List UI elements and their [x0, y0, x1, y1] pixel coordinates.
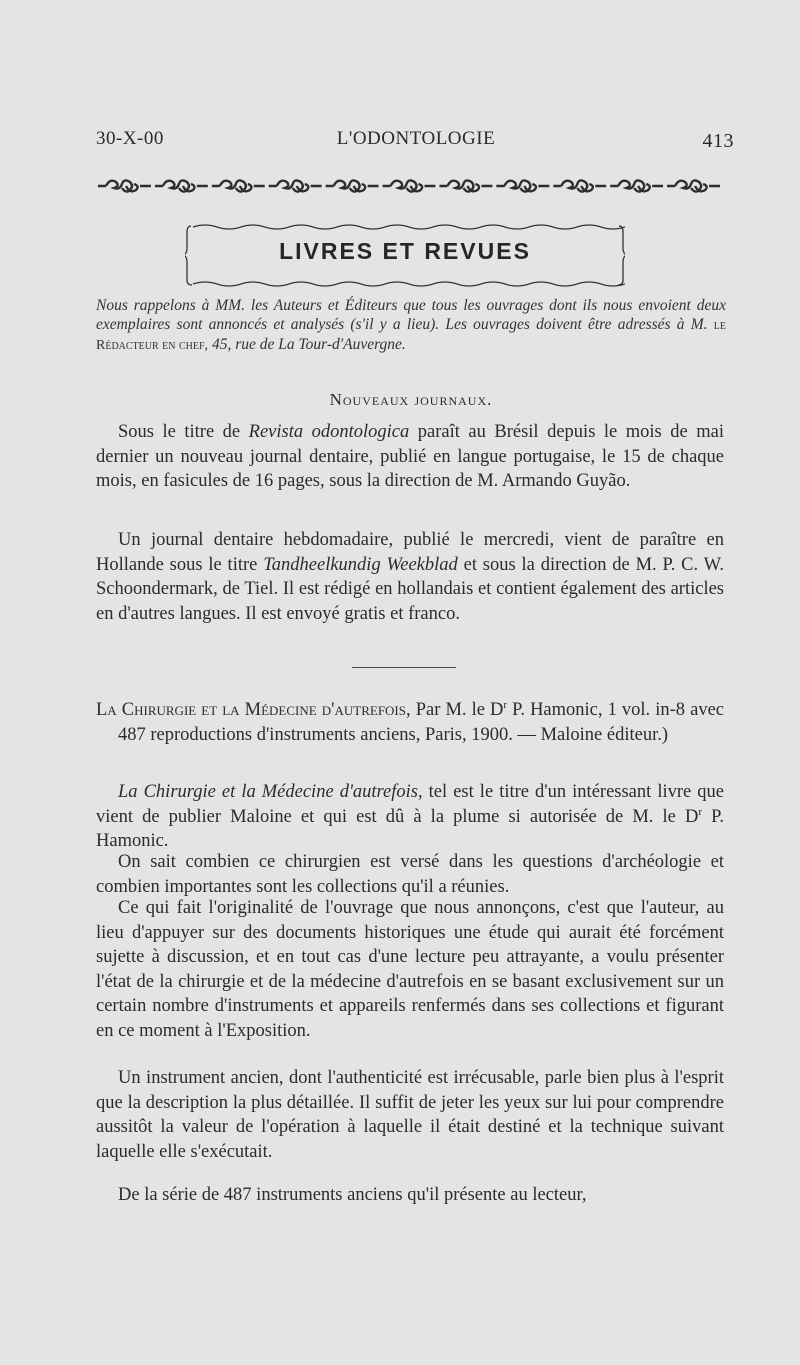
p4-sup: r [698, 805, 703, 818]
citation-b: P. Hamonic, 1 vol. in-8 avec 487 reproductions d'instruments anciens, Paris, 1900. — Maloine éditeur.) [118, 700, 724, 745]
ornament-motif [269, 180, 322, 191]
ornament-band [96, 175, 722, 197]
ornament-motif [610, 180, 663, 191]
notice-address: 45, rue de La Tour-d'Auvergne. [211, 336, 406, 353]
p1-text-b: paraît au Brésil depuis le mois de mai dernier un nouveau journal dentaire, publié en langue portugaise, le 15 de chaque mois, en fasicules de 16 pages, sous la direction de M. Armando Guyão. [96, 422, 724, 491]
p2-journal-title: Tandheelkundig Weekblad [263, 554, 458, 575]
p8-text: De la série de 487 instruments anciens qu'il présente au lecteur, [118, 1185, 587, 1205]
ornament-motif [326, 180, 379, 191]
review-paragraph-3 [96, 896, 724, 1043]
section-title: LIVRES ET REVUES [279, 238, 531, 264]
journal-name: L'ODONTOLOGIE [336, 128, 496, 149]
editorial-notice [96, 296, 726, 355]
p1-journal-title: Revista odontologica [248, 422, 410, 442]
p2-text-a: Un journal dentaire hebdomadaire, publié le mercredi, vient de paraître en Hollande sous le titre [96, 530, 724, 575]
ornament-motif [212, 180, 265, 191]
ornament-motif [383, 180, 436, 191]
p6-text: Ce qui fait l'originalité de l'ouvrage que nous annonçons, c'est que l'auteur, au lieu d'appuyer sur des documents historiques une étude qui aurait été forcément sujette à discussion, et en tout cas d'une lecture peu attrayante, a voulu présenter l'état de la chirurgie et de la médecine d'autrefois en se basant exclusivement sur un certain nombre d'instruments et appareils renfermés dans ses collections et figurant en ce moment à l'Exposition. [96, 898, 724, 1041]
paragraph-tandheelkundig [96, 528, 724, 626]
page-number: 413 [702, 130, 734, 152]
ornament-motif [98, 180, 151, 191]
review-paragraph-4 [96, 1066, 724, 1164]
p4-book-title: La Chirurgie et la Médecine d'autrefois, [118, 782, 423, 802]
review-paragraph-2 [96, 850, 724, 899]
citation-a: Par M. le D [415, 700, 504, 720]
p1-text-a: Sous le titre de [118, 422, 241, 442]
section-divider [352, 667, 456, 668]
notice-recipient: le Rédacteur en chef, [96, 318, 727, 353]
book-title: La Chirurgie et la Médecine d'autrefois, [96, 700, 411, 720]
review-paragraph-1 [96, 780, 724, 854]
p4-text-a: tel est le titre d'un intéressant livre que vient de publier Maloine et qui est dû à la plume si autorisée de M. le D [96, 782, 724, 827]
p2-text-b: et sous la direction de M. P. C. W. Schoondermark, de Tiel. Il est rédigé en hollandais et contient également des articles en d'autres langues. Il est envoyé gratis et franco. [96, 554, 725, 624]
issue-date: 30-X-00 [96, 128, 164, 149]
section-title-box [185, 222, 625, 288]
ornament-motif [667, 180, 720, 191]
book-citation [96, 698, 724, 747]
citation-sup: r [503, 698, 508, 711]
ornament-motif [439, 180, 492, 191]
paragraph-revista [96, 420, 724, 494]
ornament-motif [155, 180, 208, 191]
notice-text: Nous rappelons à MM. les Auteurs et Éditeurs que tous les ouvrages dont ils nous envoient deux exemplaires sont annoncés et analysés (s'il y a lieu). Les ouvrages doivent être adressés à M. [96, 297, 726, 333]
ornament-motif [553, 180, 606, 191]
p5-text: On sait combien ce chirurgien est versé dans les questions d'archéologie et combien importantes sont les collections qu'il a réunies. [96, 852, 724, 897]
p4-text-b: P. Hamonic. [96, 806, 724, 851]
review-paragraph-5 [96, 1183, 724, 1208]
subsection-heading: Nouveaux journaux. [329, 390, 493, 409]
p7-text: Un instrument ancien, dont l'authenticité est irrécusable, parle bien plus à l'esprit que la description la plus détaillée. Il suffit de jeter les yeux sur lui pour comprendre aussitôt la valeur de l'opération à laquelle il était destiné et la technique suivant laquelle elle s'exécutait. [96, 1068, 724, 1162]
ornament-motif [496, 180, 549, 191]
